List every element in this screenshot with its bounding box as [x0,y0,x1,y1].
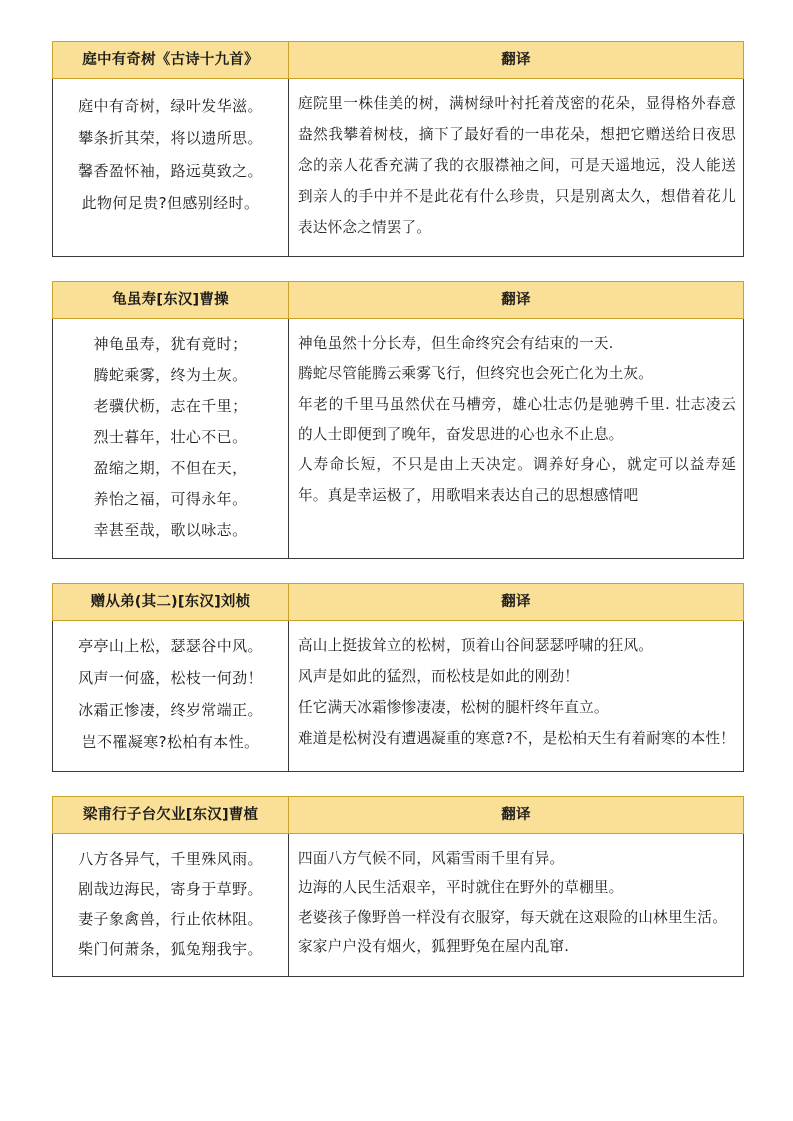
poem-table-1 [52,41,744,257]
translation-paragraph: 庭院里一株佳美的树，满树绿叶衬托着茂密的花朵，显得格外春意盎然我攀着树枝，摘下了最好看的一串花朵，想把它赠送给日夜思念的亲人花香充满了我的衣服襟袖之间，可是天遥地远，没人能送到亲人的手中并不是此花有什么珍贵，只是别离太久，想借着花儿表达怀念之情罢了。 [298,95,736,236]
translation-header: 翻译 [289,281,744,318]
translation-paragraph: 四面八方气候不同，风霜雪雨千里有异。 [298,849,565,867]
translation-cell [289,833,744,976]
original-poem-cell [53,833,289,976]
poem-line: 此物何足贵?但感别经时。 [81,193,260,212]
translation-paragraph: 老婆孩子像野兽一样没有衣服穿，每天就在这艰险的山林里生活。 [298,908,728,926]
poem-title-header: 龟虽寿[东汉]曹操 [53,281,289,318]
poem-title-header: 庭中有奇树《古诗十九首》 [53,42,289,79]
poem-line: 养怡之福，可得永年。 [93,490,248,509]
poem-line: 烈士暮年，壮心不已。 [93,428,248,447]
table-header-row [53,796,744,833]
poem-line: 庭中有奇树，绿叶发华滋。 [78,97,263,116]
poem-line: 神龟虽寿，犹有竟时； [93,334,248,353]
translation-paragraph: 难道是松树没有遭遇凝重的寒意?不，是松柏天生有着耐寒的本性！ [298,730,735,748]
poem-line: 幸甚至哉，歌以咏志。 [93,521,248,540]
poem-line: 馨香盈怀袖，路远莫致之。 [78,161,263,180]
table-row [53,318,744,558]
original-poem-cell [53,318,289,558]
poem-line: 岂不罹凝寒?松柏有本性。 [81,732,260,751]
translation-paragraph: 风声是如此的猛烈，而松枝是如此的刚劲！ [298,668,580,686]
table-header-row [53,584,744,621]
poem-line: 柴门何萧条，狐兔翔我宇。 [78,939,263,958]
table-row [53,621,744,771]
translation-cell [289,79,744,257]
translation-header: 翻译 [289,796,744,833]
translation-cell [289,621,744,771]
original-poem-cell [53,621,289,771]
translation-paragraph: 家家户户没有烟火，狐狸野兔在屋内乱窜. [298,938,570,956]
translation-paragraph: 边海的人民生活艰辛，平时就住在野外的草棚里。 [298,879,624,897]
poem-table-2 [52,281,744,559]
table-header-row [53,281,744,318]
table-header-row [53,42,744,79]
poem-line: 八方各异气，千里殊风雨。 [78,849,263,868]
poem-table-4 [52,796,744,977]
poem-line: 腾蛇乘雾，终为土灰。 [93,365,248,384]
table-row [53,79,744,257]
translation-header: 翻译 [289,42,744,79]
poem-line: 妻子象禽兽，行止依林阻。 [78,909,263,928]
poem-title-header: 赠从弟(其二)[东汉]刘桢 [53,584,289,621]
poem-line: 冰霜正惨凄，终岁常端正。 [78,700,263,719]
original-poem-cell [53,79,289,257]
translation-paragraph: 年老的千里马虽然伏在马槽旁，雄心壮志仍是驰骋千里. 壮志凌云的人士即便到了晚年，奋发思进的心也永不止息。 [298,395,736,443]
poem-line: 攀条折其荣，将以遗所思。 [78,129,263,148]
translation-paragraph: 神龟虽然十分长寿，但生命终究会有结束的一天. [298,334,614,352]
poem-line: 盈缩之期，不但在天， [93,459,248,478]
poem-title-header: 梁甫行子台欠业[东汉]曹植 [53,796,289,833]
translation-cell [289,318,744,558]
poem-line: 剧哉边海民，寄身于草野。 [78,879,263,898]
translation-paragraph: 任它满天冰霜惨惨凄凄，松树的腿杆终年直立。 [298,699,609,717]
poem-line: 风声一何盛，松枝一何劲！ [78,669,263,688]
poem-line: 亭亭山上松，瑟瑟谷中风。 [78,637,263,656]
table-row [53,833,744,976]
translation-paragraph: 腾蛇尽管能腾云乘雾飞行，但终究也会死亡化为土灰。 [298,365,654,383]
translation-paragraph: 高山上挺拔耸立的松树，顶着山谷间瑟瑟呼啸的狂风。 [298,637,654,655]
poem-line: 老骥伏枥，志在千里； [93,397,248,416]
translation-paragraph: 人寿命长短，不只是由上天决定。调养好身心，就定可以益寿延年。真是幸运极了，用歌唱来表达自己的思想感情吧 [298,456,736,504]
poem-table-3 [52,583,744,771]
translation-header: 翻译 [289,584,744,621]
